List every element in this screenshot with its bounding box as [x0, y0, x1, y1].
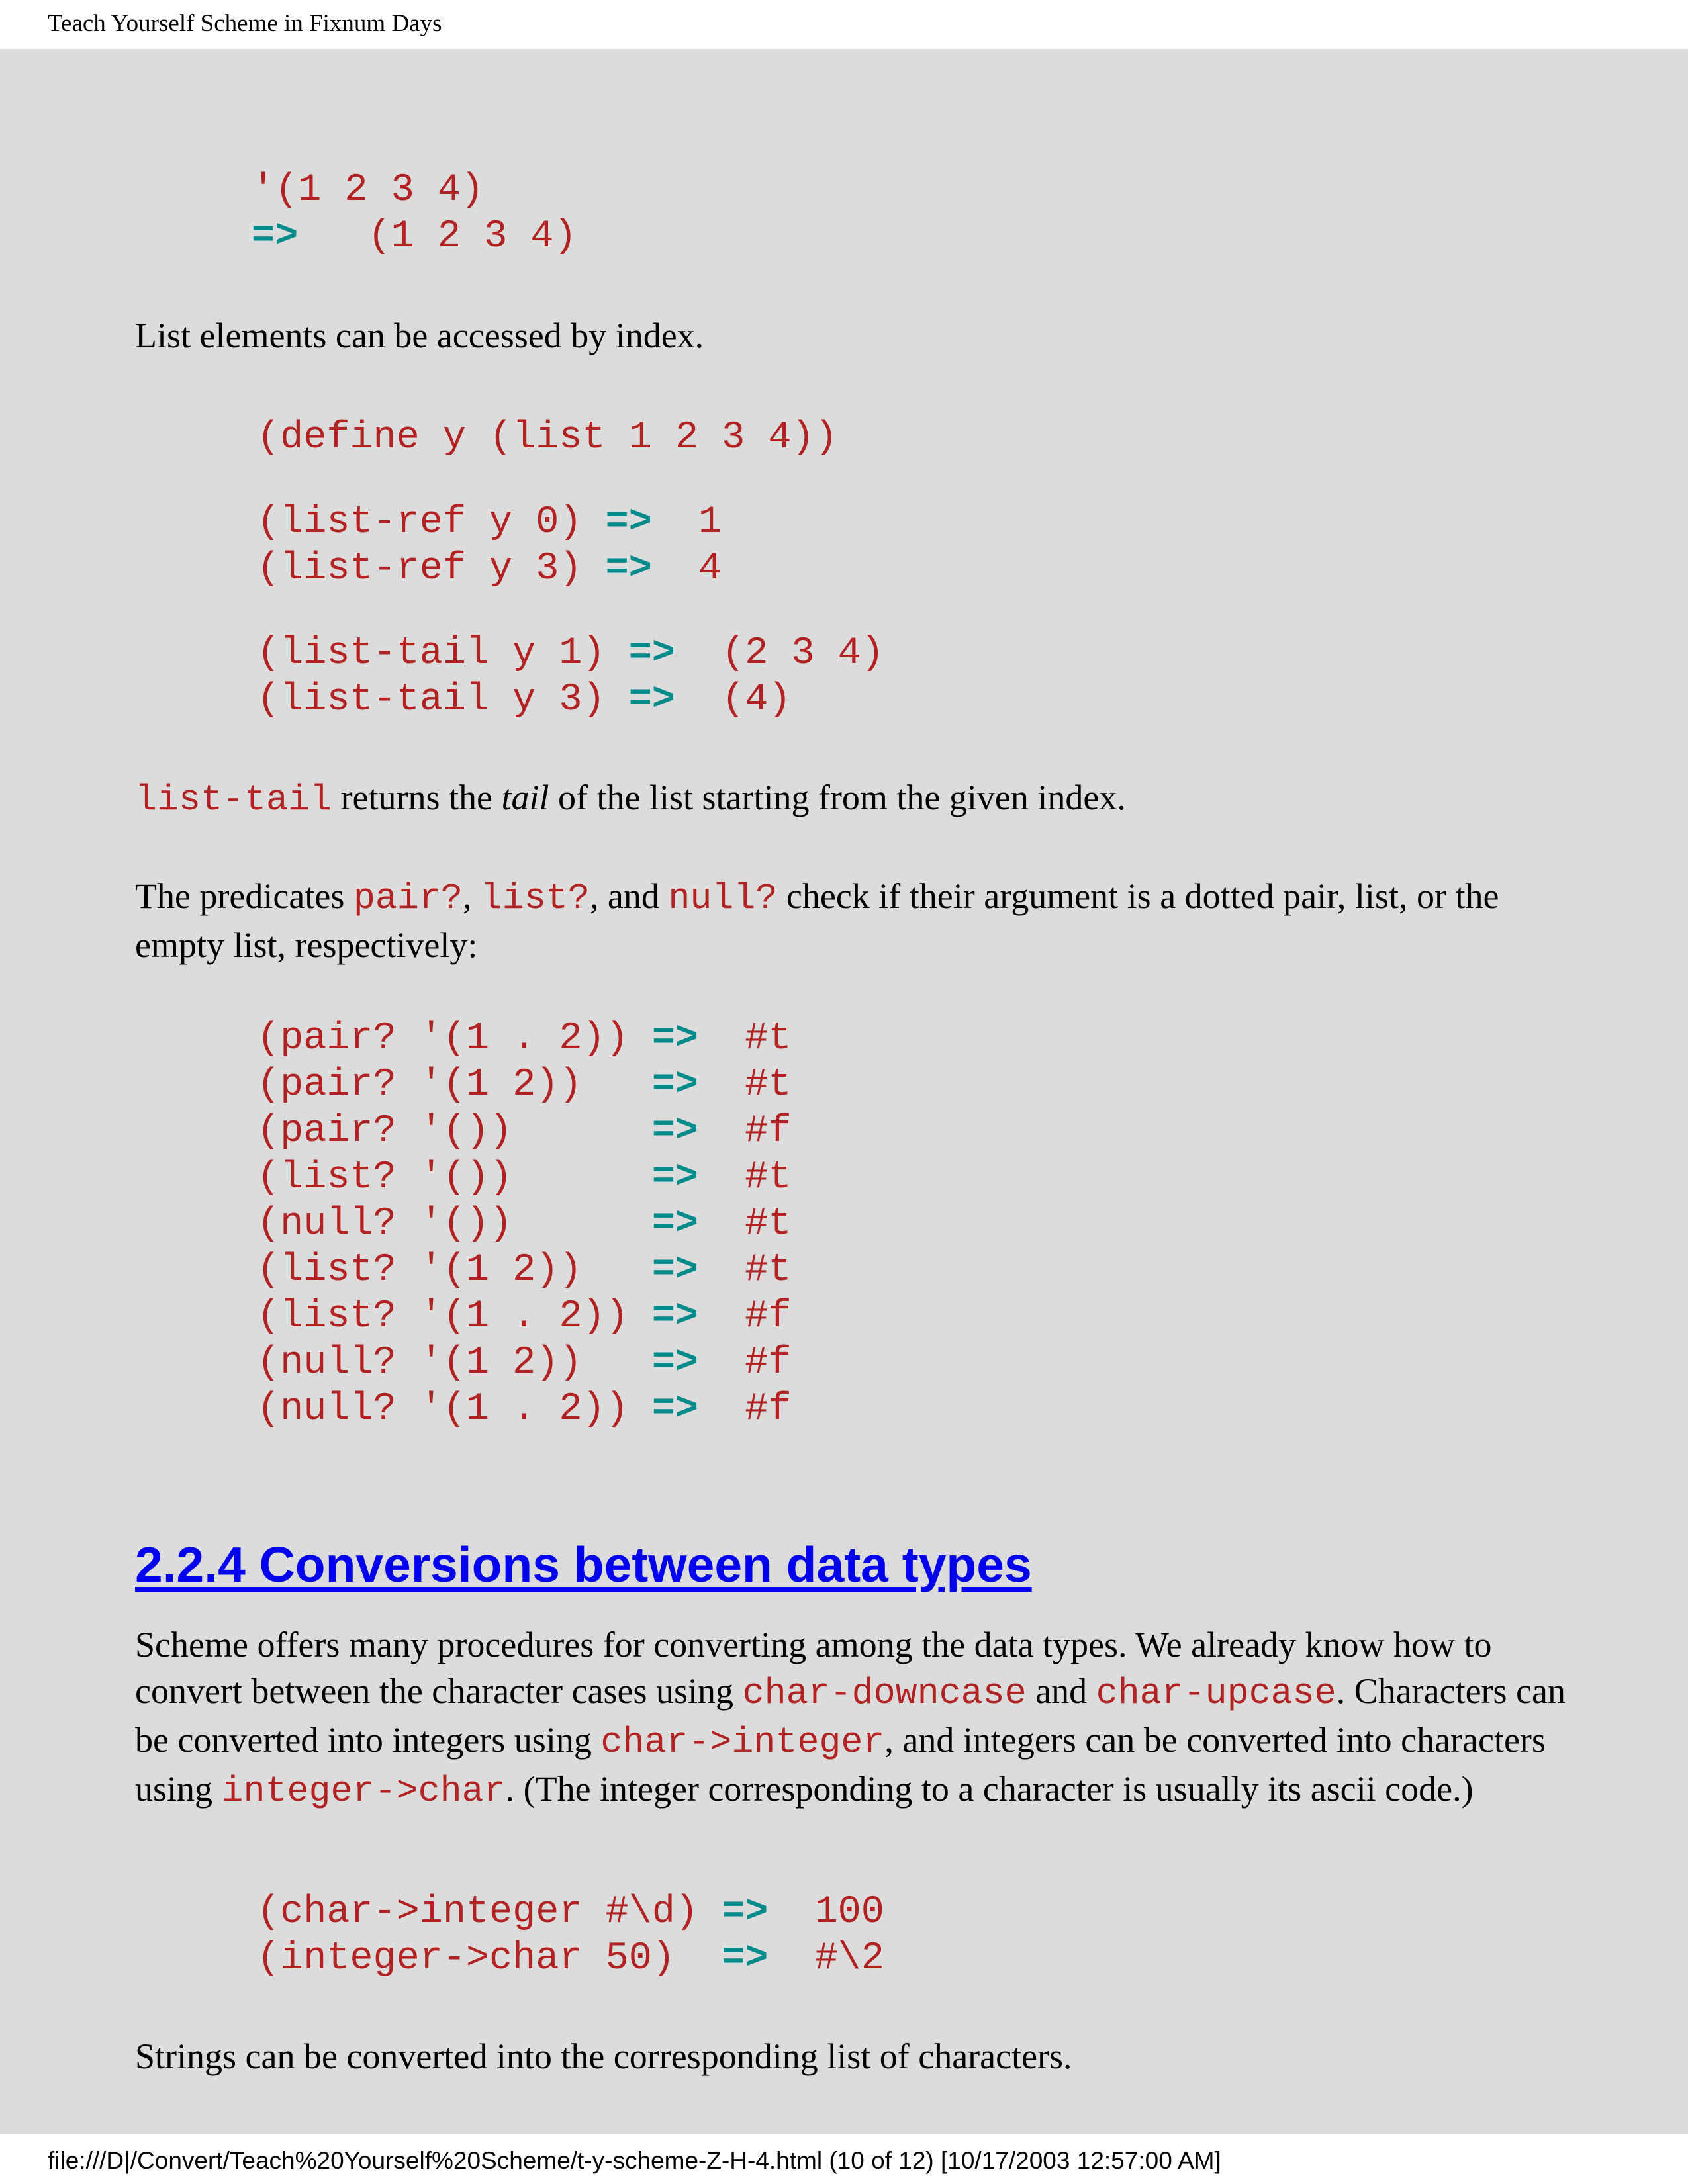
code-expr: (list? '(1 . 2)) [257, 1294, 629, 1338]
code-result: 4 [698, 546, 722, 590]
code-result: #t [745, 1248, 792, 1292]
code-result: 1 [698, 500, 722, 544]
emphasis-text: tail [501, 778, 549, 817]
arrow-symbol: => [628, 631, 675, 675]
inline-code: char-downcase [742, 1672, 1027, 1714]
code-expr: (list-tail y 1) [257, 631, 606, 675]
code-expr: (list-tail y 3) [257, 677, 606, 721]
code-expr: (null? '()) [257, 1201, 629, 1246]
code-define-y: (define y (list 1 2 3 4)) [257, 415, 838, 459]
code-result: #t [745, 1155, 792, 1199]
page-footer [0, 2134, 1688, 2184]
arrow-symbol: => [651, 1387, 699, 1431]
inline-code: null? [668, 878, 778, 919]
footer-file-path: file:///D|/Convert/Teach%20Yourself%20Scheme/t-y-scheme-Z-H-4.html (10 of 12) [10/17/2003 12:57:00 AM] [48, 2147, 1221, 2174]
code-result: #t [745, 1062, 792, 1107]
paragraph-conversions [135, 1621, 1571, 1815]
inline-code: list-tail [135, 779, 332, 821]
inline-code: char->integer [600, 1721, 885, 1763]
arrow-symbol: => [722, 1936, 769, 1980]
code-block-conversions [257, 1889, 884, 1981]
paragraph-text: check if their argument is a dotted pair, list, or the empty list, respectively: [135, 876, 1499, 965]
inline-code: pair? [353, 878, 463, 919]
arrow-symbol: => [651, 1016, 699, 1060]
code-result: (2 3 4) [722, 631, 884, 675]
code-result: #t [745, 1201, 792, 1246]
paragraph-text: , and integers can be converted into characters using [135, 1720, 1546, 1809]
code-line: '(1 2 3 4) [252, 167, 485, 212]
code-expr: (list? '()) [257, 1155, 629, 1199]
arrow-symbol: => [252, 214, 299, 258]
code-result: #t [745, 1016, 792, 1060]
page-header [0, 0, 1688, 49]
arrow-symbol: => [605, 500, 652, 544]
code-result: #f [745, 1109, 792, 1153]
code-expr: (null? '(1 . 2)) [257, 1387, 629, 1431]
arrow-symbol: => [651, 1201, 699, 1246]
paragraph-text: Scheme offers many procedures for converting among the data types. We already know how to convert between the character cases using [135, 1625, 1492, 1711]
paragraph-text: The predicates [135, 876, 353, 916]
paragraph-index-access: List elements can be accessed by index. [135, 316, 704, 355]
code-expr: (list-ref y 0) [257, 500, 583, 544]
code-block-list-ref [257, 499, 722, 592]
arrow-symbol: => [722, 1889, 769, 1934]
code-result: (4) [722, 677, 792, 721]
code-expr: (char->integer #\d) [257, 1889, 699, 1934]
code-result: (1 2 3 4) [367, 214, 577, 258]
code-result: #f [745, 1340, 792, 1385]
arrow-symbol: => [651, 1062, 699, 1107]
paragraph-text: , and [589, 876, 669, 916]
code-block-predicates [257, 1015, 791, 1432]
document-title: Teach Yourself Scheme in Fixnum Days [48, 10, 442, 37]
code-result: 100 [814, 1889, 884, 1934]
code-expr: (pair? '(1 2)) [257, 1062, 629, 1107]
paragraph-strings: Strings can be converted into the corresponding list of characters. [135, 2036, 1072, 2076]
inline-code: char-upcase [1096, 1672, 1336, 1714]
code-result: #f [745, 1294, 792, 1338]
paragraph-text: . (The integer corresponding to a character is usually its ascii code.) [505, 1769, 1474, 1809]
code-expr: (pair? '()) [257, 1109, 629, 1153]
paragraph-text: returns the [332, 778, 502, 817]
arrow-symbol: => [628, 677, 675, 721]
code-result: #\2 [814, 1936, 884, 1980]
section-heading-link[interactable]: 2.2.4 Conversions between data types [135, 1537, 1032, 1592]
paragraph-text: , [462, 876, 481, 916]
paragraph-predicates [135, 873, 1571, 968]
paragraph-text: . Characters can be converted into integers using [135, 1671, 1566, 1760]
code-expr: (integer->char 50) [257, 1936, 699, 1980]
code-expr: (list-ref y 3) [257, 546, 583, 590]
arrow-symbol: => [651, 1155, 699, 1199]
paragraph-text: and [1026, 1671, 1096, 1711]
arrow-symbol: => [651, 1294, 699, 1338]
code-expr: (pair? '(1 . 2)) [257, 1016, 629, 1060]
inline-code: list? [480, 878, 590, 919]
arrow-symbol: => [651, 1340, 699, 1385]
code-expr: (null? '(1 2)) [257, 1340, 629, 1385]
inline-code: integer->char [221, 1770, 506, 1812]
paragraph-list-tail-explanation [135, 774, 1571, 823]
code-block-quoted-list [252, 167, 577, 259]
code-block-list-tail [257, 630, 884, 723]
paragraph-text: of the list starting from the given index. [549, 778, 1126, 817]
code-result: #f [745, 1387, 792, 1431]
arrow-symbol: => [605, 546, 652, 590]
arrow-symbol: => [651, 1248, 699, 1292]
code-expr: (list? '(1 2)) [257, 1248, 629, 1292]
document-content [0, 49, 1688, 2134]
arrow-symbol: => [651, 1109, 699, 1153]
